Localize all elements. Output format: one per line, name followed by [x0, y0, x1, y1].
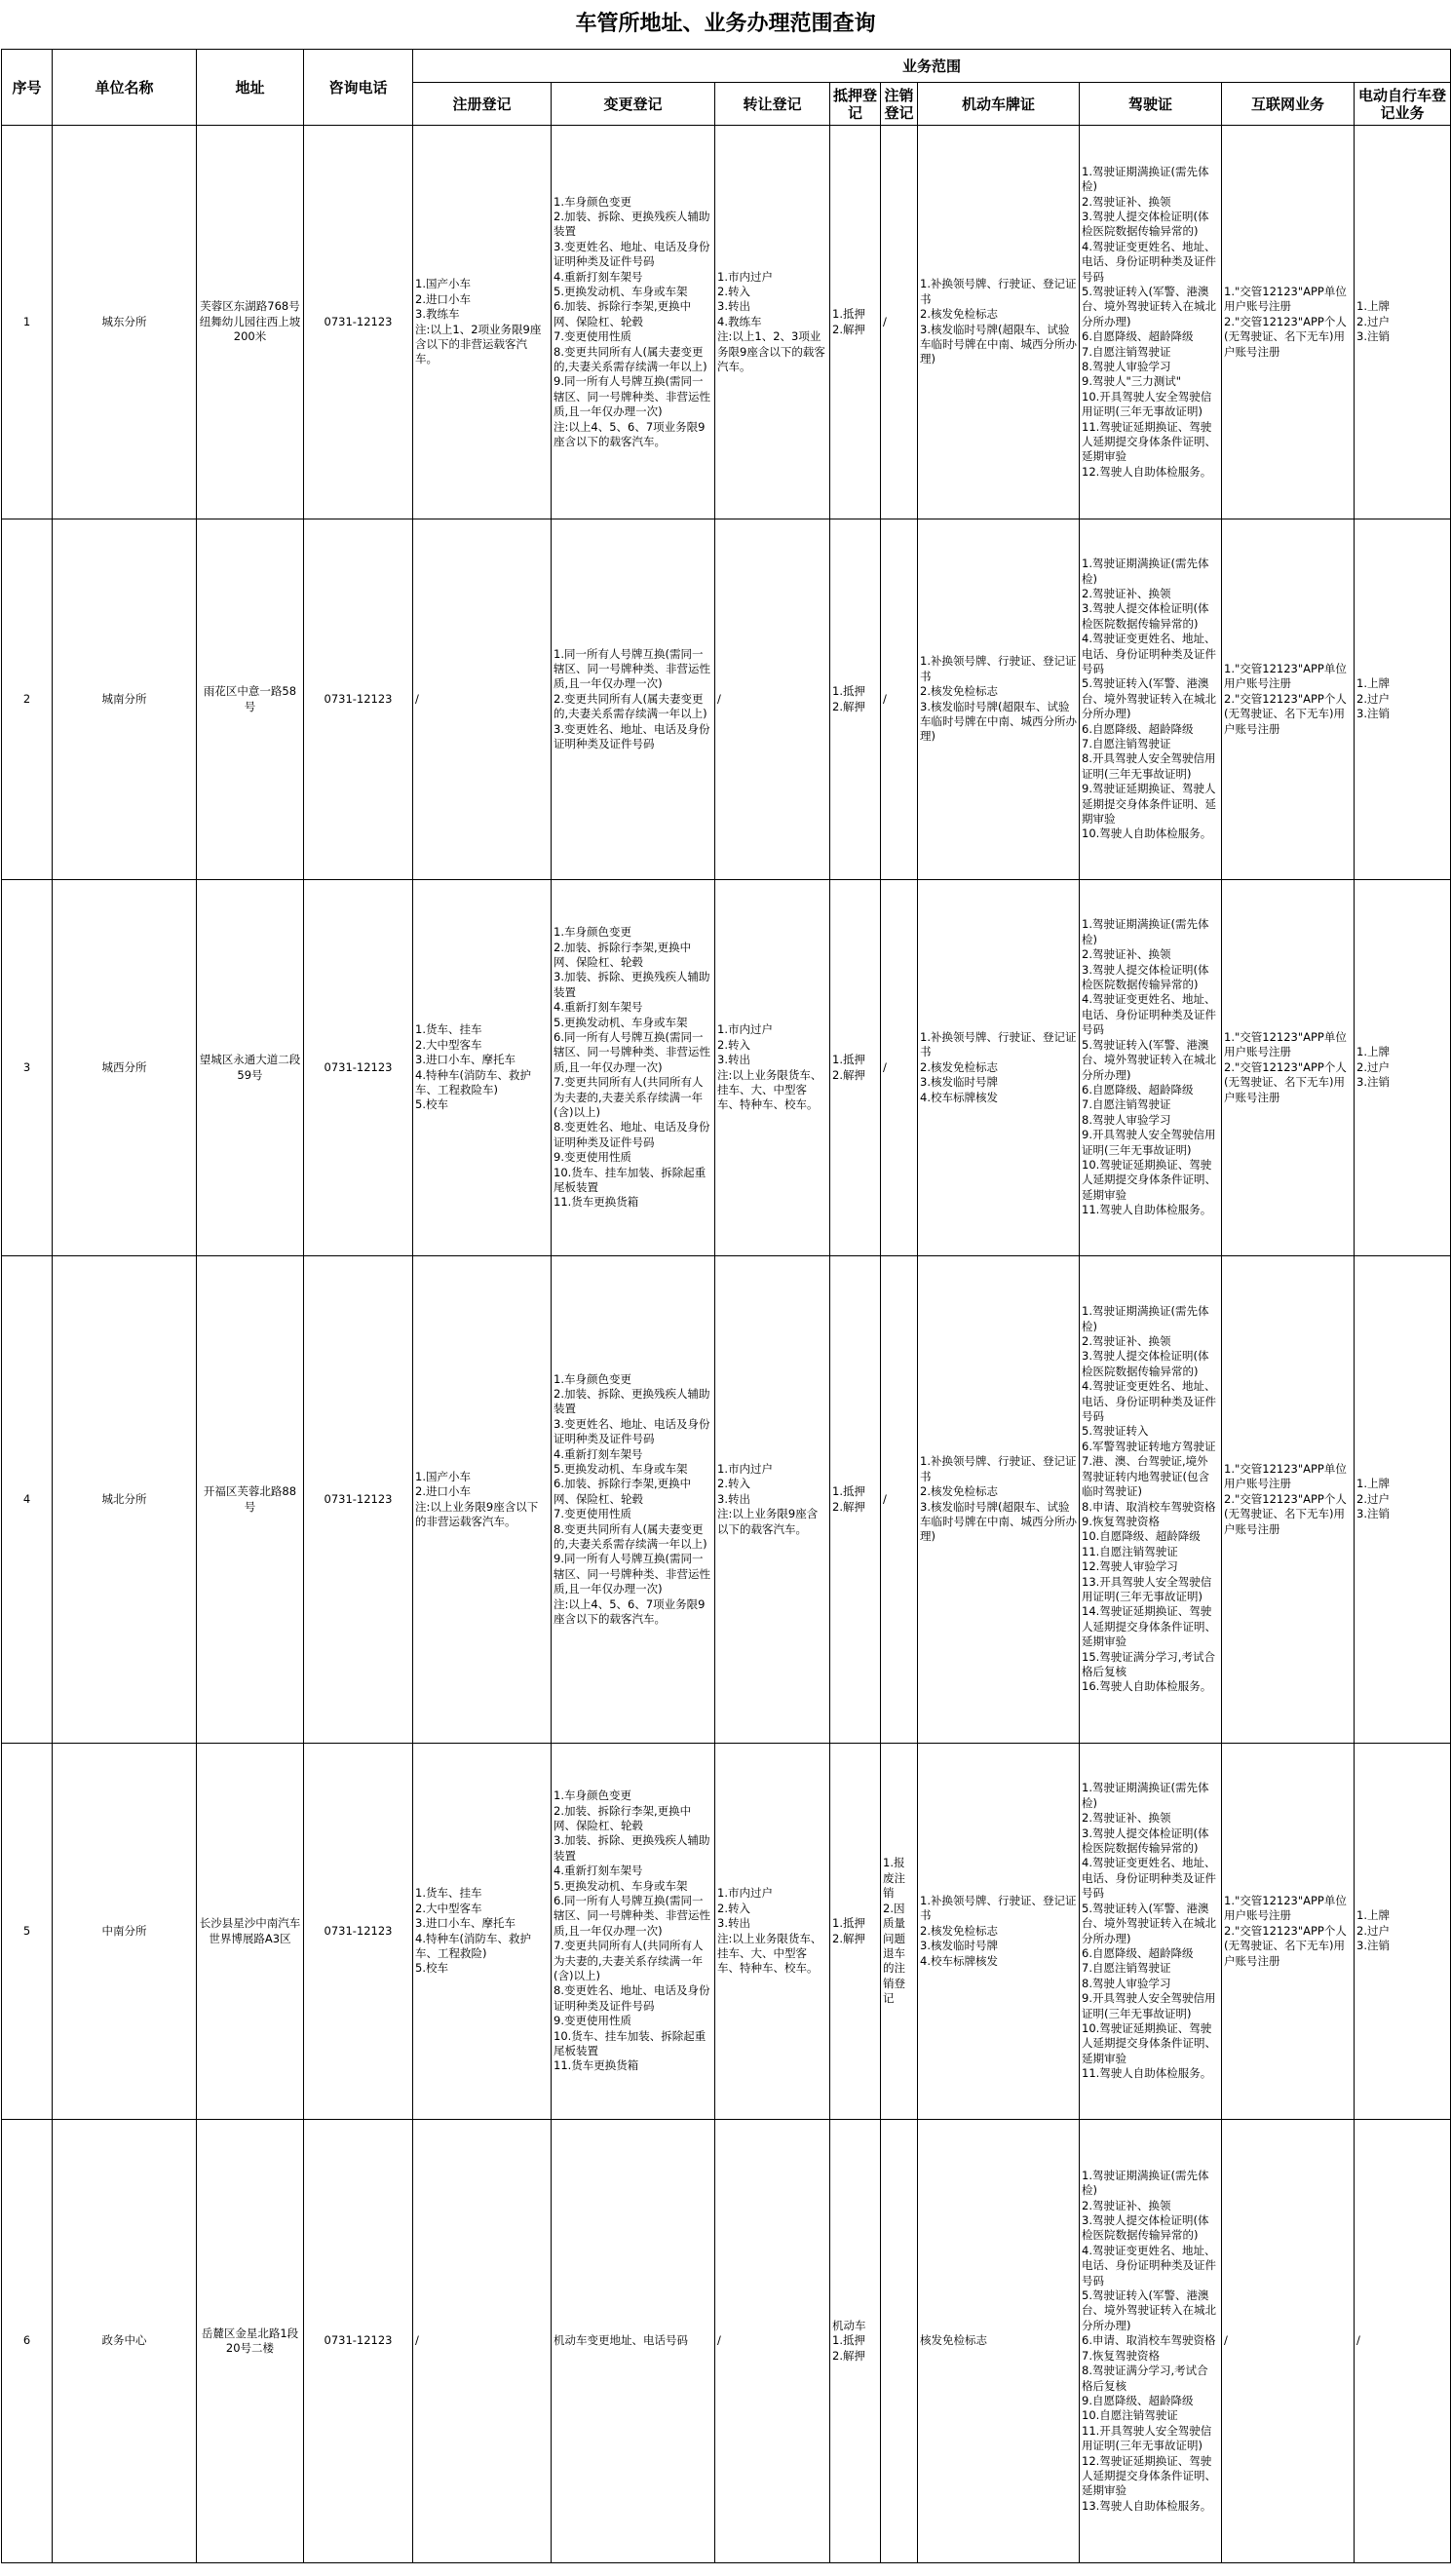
header-plate: 机动车牌证 [918, 83, 1080, 126]
cell-phone: 0731-12123 [304, 126, 413, 519]
cell-license: 1.驾驶证期满换证(需先体检) 2.驾驶证补、换领 3.驾驶人提交体检证明(体检医院数据传输异常的) 4.驾驶证变更姓名、地址、电话、身份证明种类及证件号码 5.驾驶证转入(军警、港澳台、境外驾驶证转入在城北分所办理) 6.自愿降级、超龄降级 7.自愿注销驾驶证 8.驾驶人审验学习 9.驾驶人"三力测试" 10.开具驾驶人安全驾驶信用证明(三年无事故证明) 11.驾驶证延期换证、驾驶人延期提交身体条件证明、延期审验 12.驾驶人自助体检服务。 [1080, 126, 1222, 519]
cell-address: 岳麓区金星北路1段20号二楼 [197, 2120, 304, 2563]
cell-license: 1.驾驶证期满换证(需先体检) 2.驾驶证补、换领 3.驾驶人提交体检证明(体检医院数据传输异常的) 4.驾驶证变更姓名、地址、电话、身份证明种类及证件号码 5.驾驶证转入(军警、港澳台、境外驾驶证转入在城北分所办理) 6.自愿降级、超龄降级 7.自愿注销驾驶证 8.驾驶人审验学习 9.开具驾驶人安全驾驶信用证明(三年无事故证明) 10.驾驶证延期换证、驾驶人延期提交身体条件证明、延期审验 11.驾驶人自助体检服务。 [1080, 1744, 1222, 2120]
cell-transfer: 1.市内过户 2.转入 3.转出 4.教练车 注:以上1、2、3项业务限9座含以下的载客汽车。 [715, 126, 830, 519]
table-row [2, 1256, 1451, 1744]
cell-ebike: / [1355, 2120, 1451, 2563]
cell-mortgage: 1.抵押 2.解押 [830, 1744, 881, 2120]
page-title: 车管所地址、业务办理范围查询 [575, 12, 876, 36]
header-internet: 互联网业务 [1222, 83, 1355, 126]
cell-address: 芙蓉区东湖路768号纽舞幼儿园往西上坡200米 [197, 126, 304, 519]
cell-ebike: 1.上牌 2.过户 3.注销 [1355, 126, 1451, 519]
header-address: 地址 [197, 50, 304, 126]
cell-index: 1 [2, 126, 53, 519]
cell-ebike: 1.上牌 2.过户 3.注销 [1355, 1744, 1451, 2120]
cell-license: 1.驾驶证期满换证(需先体检) 2.驾驶证补、换领 3.驾驶人提交体检证明(体检医院数据传输异常的) 4.驾驶证变更姓名、地址、电话、身份证明种类及证件号码 5.驾驶证转入 6.军警驾驶证转地方驾驶证 7.港、澳、台驾驶证,境外驾驶证转内地驾驶证(包含临时驾驶证) 8.申请、取消校车驾驶资格 9.恢复驾驶资格 10.自愿降级、超龄降级 11.自愿注销驾驶证 12.驾驶人审验学习 13.开具驾驶人安全驾驶信用证明(三年无事故证明) 14.驾驶证延期换证、驾驶人延期提交身体条件证明、延期审验 15.驾驶证满分学习,考试合格后复核 16.驾驶人自助体检服务。 [1080, 1256, 1222, 1744]
header-cancel: 注销登记 [881, 83, 918, 126]
cell-registration: 1.国产小车 2.进口小车 注:以上业务限9座含以下的非营运载客汽车。 [413, 1256, 552, 1744]
header-mortgage: 抵押登记 [830, 83, 881, 126]
cell-unit: 城北分所 [53, 1256, 197, 1744]
cell-plate: 核发免检标志 [918, 2120, 1080, 2563]
header-transfer: 转让登记 [715, 83, 830, 126]
cell-cancel: / [881, 126, 918, 519]
office-table [1, 49, 1451, 2563]
cell-index: 6 [2, 2120, 53, 2563]
cell-internet: 1."交管12123"APP单位用户账号注册 2."交管12123"APP个人(无驾驶证、名下无车)用户账号注册 [1222, 1256, 1355, 1744]
cell-change: 1.同一所有人号牌互换(需同一辖区、同一号牌种类、非营运性质,且一年仅办理一次) 2.变更共同所有人(属夫妻变更的,夫妻关系需存续满一年以上) 3.变更姓名、地址、电话及身份证明种类及证件号码 [552, 519, 715, 880]
cell-unit: 城南分所 [53, 519, 197, 880]
cell-plate: 1.补换领号牌、行驶证、登记证书 2.核发免检标志 3.核发临时号牌(超限车、试验车临时号牌在中南、城西分所办理) [918, 519, 1080, 880]
header-change: 变更登记 [552, 83, 715, 126]
cell-unit: 城西分所 [53, 880, 197, 1256]
cell-address: 长沙县星沙中南汽车世界博展路A3区 [197, 1744, 304, 2120]
cell-transfer: 1.市内过户 2.转入 3.转出 注:以上业务限货车、挂车、大、中型客车、特种车、校车。 [715, 880, 830, 1256]
cell-address: 雨花区中意一路58号 [197, 519, 304, 880]
cell-plate: 1.补换领号牌、行驶证、登记证书 2.核发免检标志 3.核发临时号牌 4.校车标牌核发 [918, 880, 1080, 1256]
cell-mortgage: 1.抵押 2.解押 [830, 1256, 881, 1744]
table-row [2, 126, 1451, 519]
cell-mortgage: 1.抵押 2.解押 [830, 880, 881, 1256]
cell-address: 望城区永通大道二段59号 [197, 880, 304, 1256]
cell-registration: 1.货车、挂车 2.大中型客车 3.进口小车、摩托车 4.特种车(消防车、救护车、工程救险) 5.校车 [413, 1744, 552, 2120]
cell-phone: 0731-12123 [304, 519, 413, 880]
header-scope: 业务范围 [413, 50, 1451, 83]
cell-address: 开福区芙蓉北路88号 [197, 1256, 304, 1744]
cell-license: 1.驾驶证期满换证(需先体检) 2.驾驶证补、换领 3.驾驶人提交体检证明(体检医院数据传输异常的) 4.驾驶证变更姓名、地址、电话、身份证明种类及证件号码 5.驾驶证转入(军警、港澳台、境外驾驶证转入在城北分所办理) 6.自愿降级、超龄降级 7.自愿注销驾驶证 8.驾驶人审验学习 9.开具驾驶人安全驾驶信用证明(三年无事故证明) 10.驾驶证延期换证、驾驶人延期提交身体条件证明、延期审验 11.驾驶人自助体检服务。 [1080, 880, 1222, 1256]
cell-plate: 1.补换领号牌、行驶证、登记证书 2.核发免检标志 3.核发临时号牌(超限车、试验车临时号牌在中南、城西分所办理) [918, 1256, 1080, 1744]
cell-cancel: / [881, 880, 918, 1256]
cell-cancel: / [881, 1256, 918, 1744]
header-license: 驾驶证 [1080, 83, 1222, 126]
cell-registration: / [413, 519, 552, 880]
cell-change: 1.车身颜色变更 2.加装、拆除行李架,更换中网、保险杠、轮毂 3.加装、拆除、更换残疾人辅助装置 4.重新打刻车架号 5.更换发动机、车身或车架 6.同一所有人号牌互换(需同一辖区、同一号牌种类、非营运性质,且一年仅办理一次) 7.变更共同所有人(共同所有人为夫妻的,夫妻关系存续满一年(含)以上) 8.变更姓名、地址、电话及身份证明种类及证件号码 9.变更使用性质 10.货车、挂车加装、拆除起重尾板装置 11.货车更换货箱 [552, 1744, 715, 2120]
cell-index: 4 [2, 1256, 53, 1744]
table-row [2, 519, 1451, 880]
cell-mortgage: 1.抵押 2.解押 [830, 126, 881, 519]
cell-plate: 1.补换领号牌、行驶证、登记证书 2.核发免检标志 3.核发临时号牌 4.校车标牌核发 [918, 1744, 1080, 2120]
cell-internet: 1."交管12123"APP单位用户账号注册 2."交管12123"APP个人(无驾驶证、名下无车)用户账号注册 [1222, 1744, 1355, 2120]
cell-phone: 0731-12123 [304, 880, 413, 1256]
cell-transfer: / [715, 519, 830, 880]
cell-license: 1.驾驶证期满换证(需先体检) 2.驾驶证补、换领 3.驾驶人提交体检证明(体检医院数据传输异常的) 4.驾驶证变更姓名、地址、电话、身份证明种类及证件号码 5.驾驶证转入(军警、港澳台、境外驾驶证转入在城北分所办理) 6.申请、取消校车驾驶资格 7.恢复驾驶资格 8.驾驶证满分学习,考试合格后复核 9.自愿降级、超龄降级 10.自愿注销驾驶证 11.开具驾驶人安全驾驶信用证明(三年无事故证明) 12.驾驶证延期换证、驾驶人延期提交身体条件证明、延期审验 13.驾驶人自助体检服务。 [1080, 2120, 1222, 2563]
cell-cancel: / [881, 519, 918, 880]
cell-transfer: 1.市内过户 2.转入 3.转出 注:以上业务限货车、挂车、大、中型客车、特种车、校车。 [715, 1744, 830, 2120]
header-unit: 单位名称 [53, 50, 197, 126]
cell-ebike: 1.上牌 2.过户 3.注销 [1355, 880, 1451, 1256]
table-row [2, 2120, 1451, 2563]
cell-registration: 1.国产小车 2.进口小车 3.教练车 注:以上1、2项业务限9座含以下的非营运载客汽车。 [413, 126, 552, 519]
cell-change: 1.车身颜色变更 2.加装、拆除、更换残疾人辅助装置 3.变更姓名、地址、电话及身份证明种类及证件号码 4.重新打刻车架号 5.更换发动机、车身或车架 6.加装、拆除行李架,更换中网、保险杠、轮毂 7.变更使用性质 8.变更共同所有人(属夫妻变更的,夫妻关系需存续满一年以上) 9.同一所有人号牌互换(需同一辖区、同一号牌种类、非营运性质,且一年仅办理一次) 注:以上4、5、6、7项业务限9座含以下的载客汽车。 [552, 1256, 715, 1744]
cell-phone: 0731-12123 [304, 2120, 413, 2563]
cell-registration: / [413, 2120, 552, 2563]
cell-change: 1.车身颜色变更 2.加装、拆除行李架,更换中网、保险杠、轮毂 3.加装、拆除、更换残疾人辅助装置 4.重新打刻车架号 5.更换发动机、车身或车架 6.同一所有人号牌互换(需同一辖区、同一号牌种类、非营运性质,且一年仅办理一次) 7.变更共同所有人(共同所有人为夫妻的,夫妻关系存续满一年(含)以上) 8.变更姓名、地址、电话及身份证明种类及证件号码 9.变更使用性质 10.货车、挂车加装、拆除起重尾板装置 11.货车更换货箱 [552, 880, 715, 1256]
cell-transfer: / [715, 2120, 830, 2563]
cell-index: 5 [2, 1744, 53, 2120]
header-phone: 咨询电话 [304, 50, 413, 126]
cell-change: 机动车变更地址、电话号码 [552, 2120, 715, 2563]
cell-internet: 1."交管12123"APP单位用户账号注册 2."交管12123"APP个人(无驾驶证、名下无车)用户账号注册 [1222, 519, 1355, 880]
cell-mortgage: 机动车 1.抵押 2.解押 [830, 2120, 881, 2563]
cell-mortgage: 1.抵押 2.解押 [830, 519, 881, 880]
header-index: 序号 [2, 50, 53, 126]
table-row [2, 880, 1451, 1256]
cell-transfer: 1.市内过户 2.转入 3.转出 注:以上业务限9座含以下的载客汽车。 [715, 1256, 830, 1744]
cell-registration: 1.货车、挂车 2.大中型客车 3.进口小车、摩托车 4.特种车(消防车、救护车、工程救险车) 5.校车 [413, 880, 552, 1256]
cell-plate: 1.补换领号牌、行驶证、登记证书 2.核发免检标志 3.核发临时号牌(超限车、试验车临时号牌在中南、城西分所办理) [918, 126, 1080, 519]
header-registration: 注册登记 [413, 83, 552, 126]
cell-internet: / [1222, 2120, 1355, 2563]
cell-cancel [881, 2120, 918, 2563]
cell-cancel: 1.报废注销 2.因质量问题退车的注销登记 [881, 1744, 918, 2120]
header-ebike: 电动自行车登记业务 [1355, 83, 1451, 126]
cell-phone: 0731-12123 [304, 1256, 413, 1744]
table-row [2, 1744, 1451, 2120]
cell-change: 1.车身颜色变更 2.加装、拆除、更换残疾人辅助装置 3.变更姓名、地址、电话及身份证明种类及证件号码 4.重新打刻车架号 5.更换发动机、车身或车架 6.加装、拆除行李架,更换中网、保险杠、轮毂 7.变更使用性质 8.变更共同所有人(属夫妻变更的,夫妻关系需存续满一年以上) 9.同一所有人号牌互换(需同一辖区、同一号牌种类、非营运性质,且一年仅办理一次) 注:以上4、5、6、7项业务限9座含以下的载客汽车。 [552, 126, 715, 519]
cell-unit: 城东分所 [53, 126, 197, 519]
cell-ebike: 1.上牌 2.过户 3.注销 [1355, 1256, 1451, 1744]
cell-unit: 政务中心 [53, 2120, 197, 2563]
cell-internet: 1."交管12123"APP单位用户账号注册 2."交管12123"APP个人(无驾驶证、名下无车)用户账号注册 [1222, 880, 1355, 1256]
cell-ebike: 1.上牌 2.过户 3.注销 [1355, 519, 1451, 880]
cell-phone: 0731-12123 [304, 1744, 413, 2120]
cell-index: 2 [2, 519, 53, 880]
cell-unit: 中南分所 [53, 1744, 197, 2120]
cell-internet: 1."交管12123"APP单位用户账号注册 2."交管12123"APP个人(无驾驶证、名下无车)用户账号注册 [1222, 126, 1355, 519]
cell-license: 1.驾驶证期满换证(需先体检) 2.驾驶证补、换领 3.驾驶人提交体检证明(体检医院数据传输异常的) 4.驾驶证变更姓名、地址、电话、身份证明种类及证件号码 5.驾驶证转入(军警、港澳台、境外驾驶证转入在城北分所办理) 6.自愿降级、超龄降级 7.自愿注销驾驶证 8.开具驾驶人安全驾驶信用证明(三年无事故证明) 9.驾驶证延期换证、驾驶人延期提交身体条件证明、延期审验 10.驾驶人自助体检服务。 [1080, 519, 1222, 880]
cell-index: 3 [2, 880, 53, 1256]
